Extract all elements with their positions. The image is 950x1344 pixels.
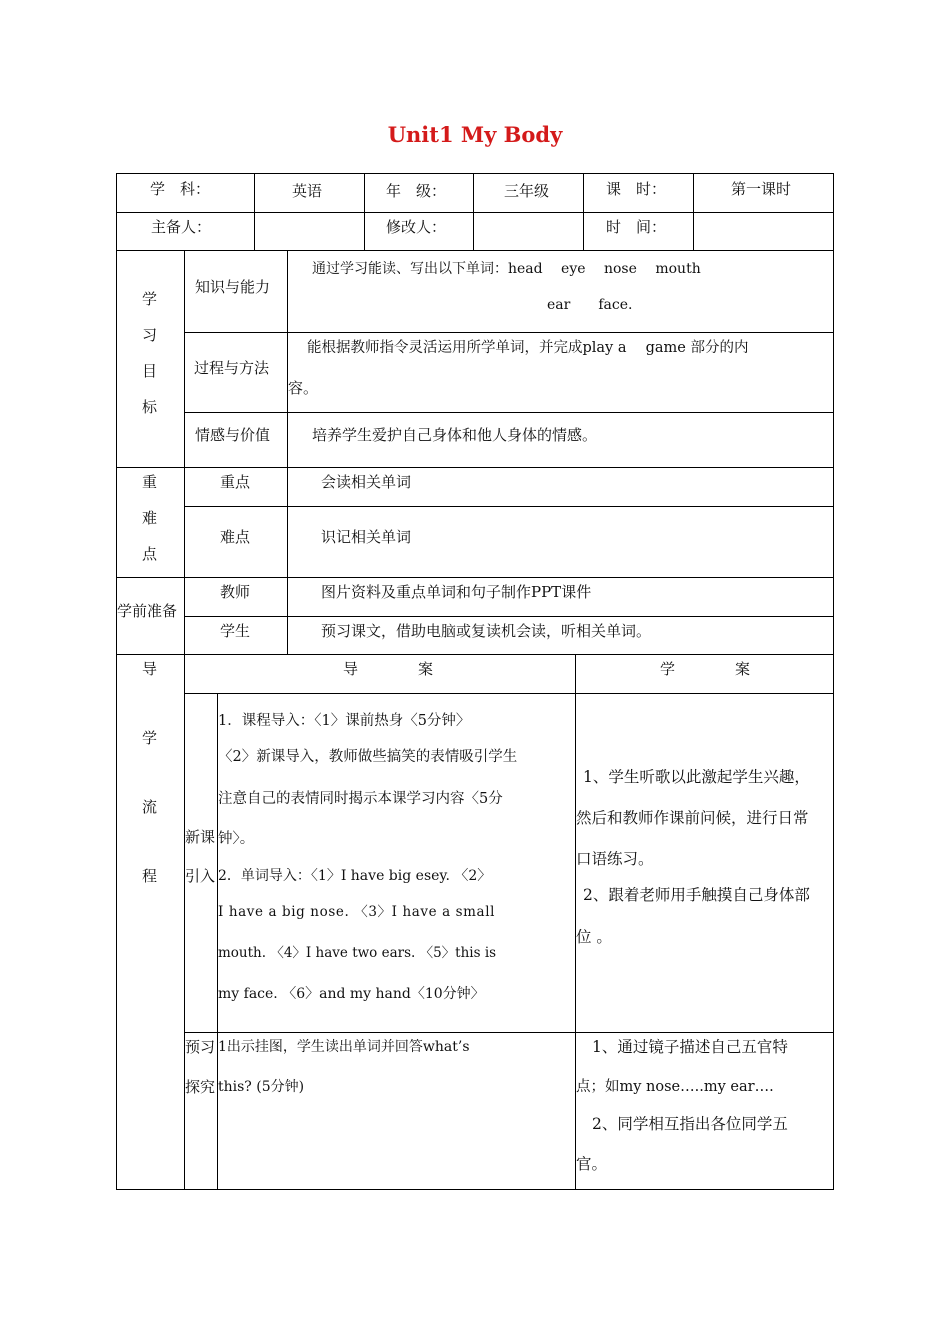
- preview-label-line2: 探究: [185, 1078, 216, 1096]
- subject-label: 学 科：: [150, 180, 211, 198]
- process-text-line1: 能根据教师指令灵活运用所学单词，并完成play a game 部分的内: [307, 340, 749, 356]
- student-label: 学生: [220, 622, 251, 640]
- intro-label-line2: 引入: [185, 867, 216, 885]
- reviser-label: 修改人：: [386, 218, 447, 236]
- difficult-text: 识记相关单词: [321, 528, 412, 546]
- period-label: 课 时：: [606, 180, 667, 198]
- period-value: 第一课时: [731, 180, 792, 198]
- difficult-label: 难点: [220, 528, 251, 546]
- grade-label: 年 级：: [386, 182, 447, 200]
- knowledge-text-line2: ear face.: [547, 297, 633, 313]
- preparer-label: 主备人：: [151, 218, 212, 236]
- teacher-label: 教师: [220, 583, 251, 601]
- intro-label-line1: 新课: [185, 828, 216, 846]
- knowledge-text-line1: 通过学习能读、写出以下单词：head eye nose mouth: [312, 261, 701, 277]
- student-text: 预习课文，借助电脑或复读机会读，听相关单词。: [321, 622, 652, 640]
- preparation-section-label: 学前准备: [117, 602, 178, 620]
- preview-label-line1: 预习: [185, 1038, 216, 1056]
- document-title: Unit1 My Body: [387, 122, 563, 147]
- study-plan-header: 学 案: [660, 660, 751, 678]
- key-label: 重点: [220, 473, 251, 491]
- teacher-text: 图片资料及重点单词和句子制作PPT课件: [321, 583, 592, 601]
- guide-plan-header: 导 案: [343, 660, 434, 678]
- key-text: 会读相关单词: [321, 473, 412, 491]
- process-text-line2: 容。: [288, 379, 319, 397]
- emotion-text: 培养学生爱护自己身体和他人身体的情感。: [312, 426, 598, 444]
- knowledge-label: 知识与能力: [195, 278, 271, 296]
- grade-value: 三年级: [504, 182, 550, 200]
- emotion-label: 情感与价值: [195, 426, 271, 444]
- time-label: 时 间：: [606, 218, 667, 236]
- subject-value: 英语: [292, 182, 323, 200]
- process-label: 过程与方法: [194, 359, 270, 377]
